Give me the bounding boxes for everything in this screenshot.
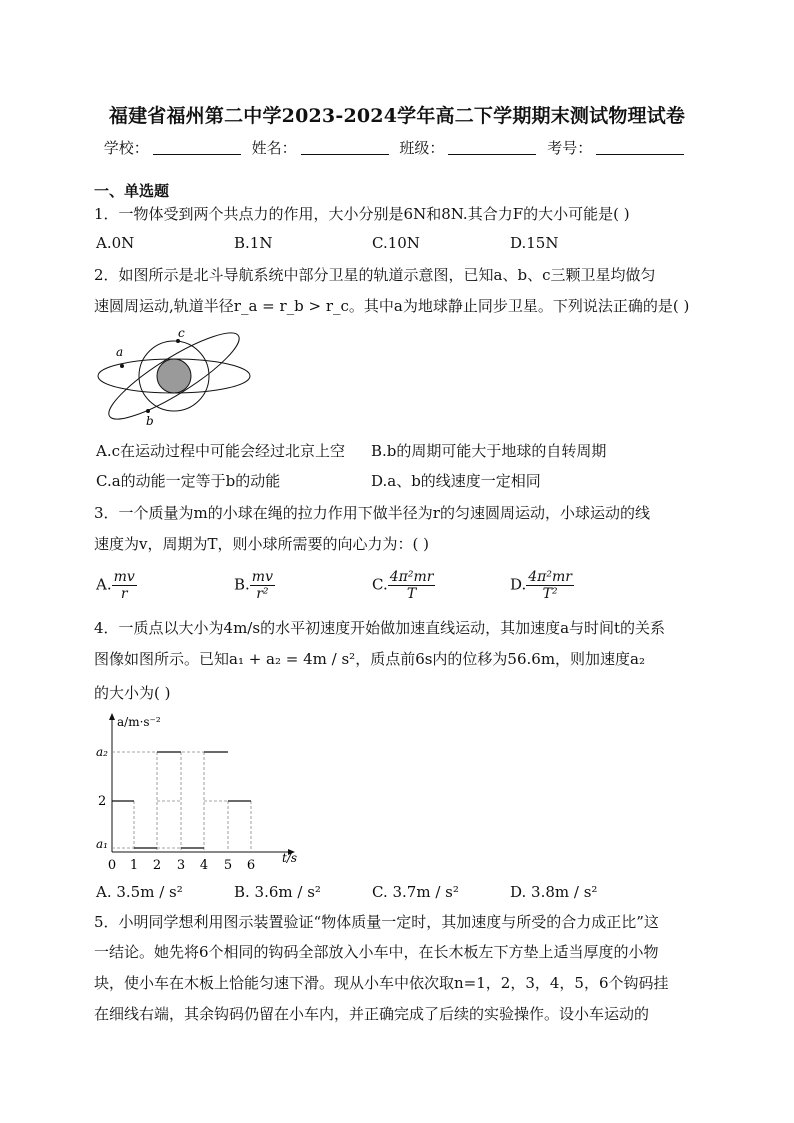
name-blank[interactable] xyxy=(301,140,389,155)
exam-no-blank[interactable] xyxy=(596,140,684,155)
q2-option-d: D.a、b的线速度一定相同 xyxy=(371,472,541,490)
field-class: 班级： xyxy=(399,139,445,157)
x-tick-5: 5 xyxy=(223,858,233,872)
q1-option-d: D.15N xyxy=(510,234,559,252)
q2-stem-line1: 2．如图所示是北斗导航系统中部分卫星的轨道示意图，已知a、b、c三颗卫星均做匀 xyxy=(94,266,656,284)
x-tick-1: 1 xyxy=(129,858,139,872)
label-a: a xyxy=(116,345,124,359)
q2-option-b: B.b的周期可能大于地球的自转周期 xyxy=(371,442,607,460)
class-blank[interactable] xyxy=(448,140,536,155)
x-tick-0: 0 xyxy=(107,858,117,872)
q1-option-c: C.10N xyxy=(372,234,420,252)
q4-option-c: C. 3.7m / s² xyxy=(372,883,459,901)
y-tick-2: 2 xyxy=(98,794,107,809)
label-b: b xyxy=(146,414,154,428)
q4-stem-line1: 4．一质点以大小为4m/s的水平初速度开始做加速直线运动，其加速度a与时间t的关系 xyxy=(94,619,666,637)
q3-option-d: D. $\frac{\text{4π²mr}}{\text{T²}}$ xyxy=(510,569,572,602)
q4-stem-line3: 的大小为( ) xyxy=(94,684,171,702)
label-c: c xyxy=(178,326,185,340)
q3-stem-line2: 速度为v，周期为T，则小球所需要的向心力为：( ) xyxy=(94,535,429,553)
q1-option-b: B.1N xyxy=(234,234,273,252)
q1-option-a: A.0N xyxy=(96,234,135,252)
section-title: 一、单选题 xyxy=(94,182,170,200)
q2-option-c: C.a的动能一定等于b的动能 xyxy=(96,472,281,490)
field-exam-no: 考号： xyxy=(547,139,593,157)
q4-option-a: A. 3.5m / s² xyxy=(96,883,183,901)
acceleration-time-graph xyxy=(92,712,312,872)
x-tick-6: 6 xyxy=(246,858,256,872)
page-title: 福建省福州第二中学2023-2024学年高二下学期期末测试物理试卷 xyxy=(108,105,686,127)
q5-stem-line3: 块，使小车在木板上恰能匀速下滑。现从小车中依次取n=1，2，3，4，5，6个钩码挂 xyxy=(94,974,669,992)
q2-stem-line2: 速圆周运动,轨道半径r_a = r_b > r_c。其中a为地球静止同步卫星。下列说法正确的是( ) xyxy=(94,297,690,315)
x-tick-3: 3 xyxy=(176,858,186,872)
q5-stem-line4: 在细线右端，其余钩码仍留在小车内，并正确完成了后续的实验操作。设小车运动的 xyxy=(94,1005,650,1023)
q1-stem: 1．一物体受到两个共点力的作用，大小分别是6N和8N.其合力F的大小可能是( ) xyxy=(94,205,630,223)
q3-option-b: B. $\frac{mv}{\text{r²}}$ xyxy=(234,569,273,602)
q3-stem-line1: 3．一个质量为m的小球在绳的拉力作用下做半径为r的匀速圆周运动，小球运动的线 xyxy=(94,504,650,522)
student-info-row xyxy=(0,137,794,158)
field-name: 姓名： xyxy=(251,139,297,157)
y-tick-a2: a₂ xyxy=(96,745,108,759)
y-tick-a1: a₁ xyxy=(96,837,108,851)
q5-stem-line2: 一结论。她先将6个相同的钩码全部放入小车中，在长木板左下方垫上适当厚度的小物 xyxy=(94,943,659,961)
x-tick-4: 4 xyxy=(199,858,209,872)
q4-option-d: D. 3.8m / s² xyxy=(510,883,598,901)
x-axis-label: t/s xyxy=(282,851,298,865)
y-axis-label: a/m·s⁻² xyxy=(117,715,161,729)
satellite-orbit-diagram xyxy=(94,326,258,428)
school-blank[interactable] xyxy=(153,140,241,155)
q4-option-b: B. 3.6m / s² xyxy=(234,883,321,901)
q3-option-a: A. $\frac{mv}{r}$ xyxy=(96,569,135,602)
field-school: 学校： xyxy=(103,139,149,157)
q5-stem-line1: 5．小明同学想利用图示装置验证“物体质量一定时，其加速度与所受的合力成正比”这 xyxy=(94,913,659,931)
q2-option-a: A.c在运动过程中可能会经过北京上空 xyxy=(96,442,346,460)
q4-stem-line2: 图像如图所示。已知a₁ + a₂ = 4m / s²，质点前6s内的位移为56.6m，则加速度a₂ xyxy=(94,650,646,668)
q3-option-c: C. $\frac{\text{4π²mr}}{T}$ xyxy=(372,569,434,602)
x-tick-2: 2 xyxy=(152,858,162,872)
